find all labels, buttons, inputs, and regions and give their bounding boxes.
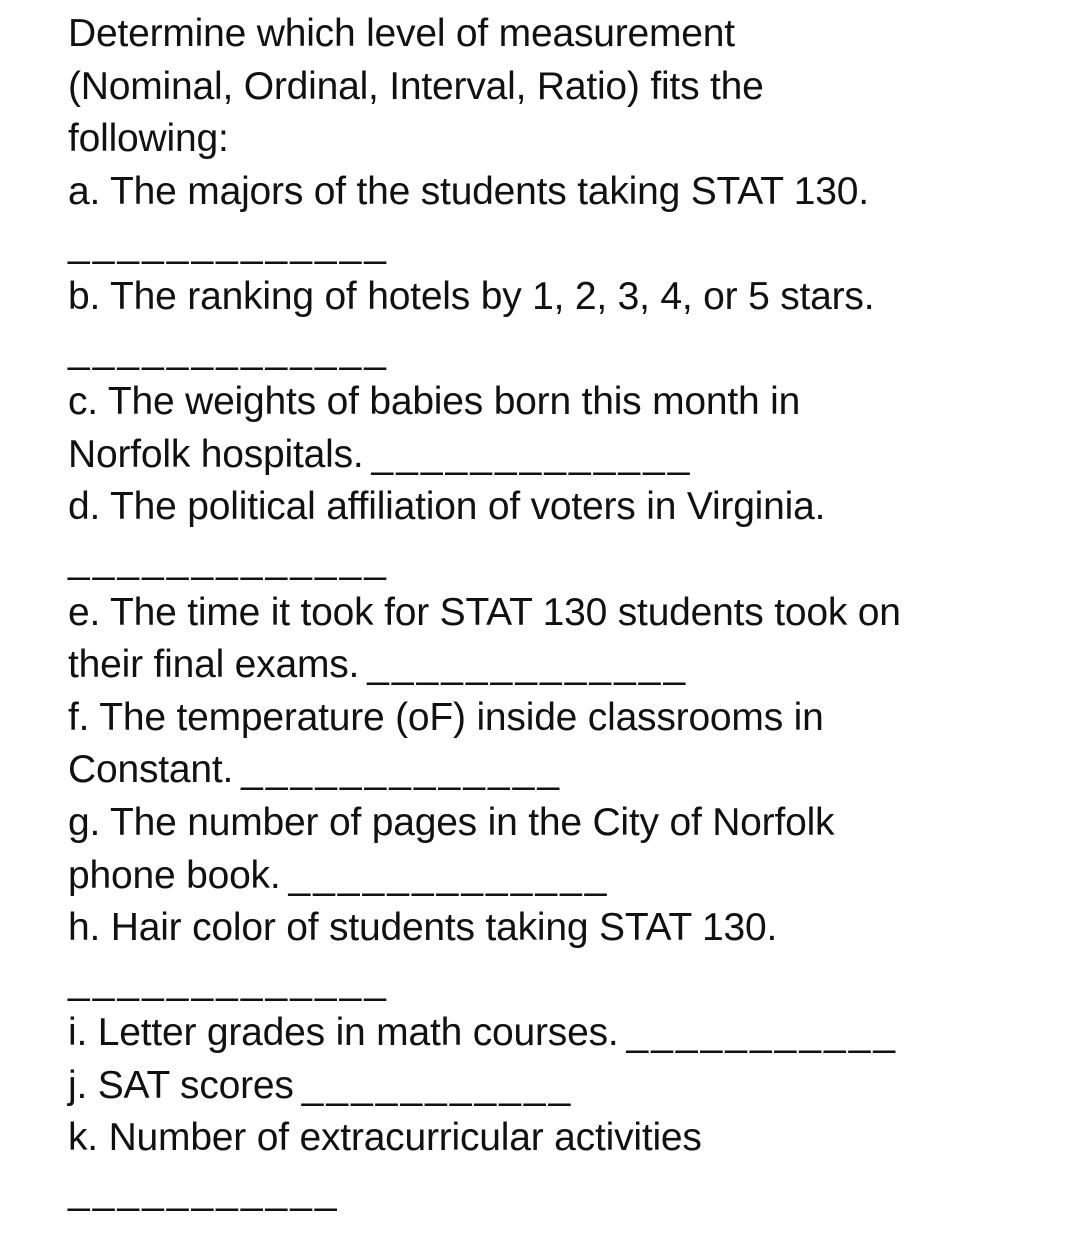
item-f-line-2 [68, 744, 1058, 797]
answer-blank[interactable]: ___________ [68, 1169, 340, 1213]
answer-blank[interactable]: ___________ [626, 1011, 899, 1055]
answer-blank[interactable]: _____________ [68, 537, 389, 581]
answer-blank[interactable]: ___________ [301, 1063, 574, 1107]
item-b-answer-blank[interactable] [68, 324, 1058, 377]
worksheet [68, 8, 1058, 1218]
item-j-text: j. SAT scores [68, 1063, 294, 1107]
item-j [68, 1060, 1058, 1113]
answer-blank[interactable]: _____________ [68, 958, 389, 1002]
item-c-text: Norfolk hospitals. [68, 432, 364, 476]
intro-line-3: following: [68, 117, 229, 161]
item-f-line-1: f. The temperature (oF) inside classrooms in [68, 695, 824, 739]
item-d-answer-blank[interactable] [68, 534, 1058, 587]
intro-line-1: Determine which level of measurement [68, 12, 735, 55]
item-h: h. Hair color of students taking STAT 130. [68, 906, 778, 950]
item-i [68, 1007, 1058, 1060]
item-g-line-1: g. The number of pages in the City of Norfolk [68, 800, 835, 844]
item-i-text: i. Letter grades in math courses. [68, 1011, 619, 1055]
answer-blank[interactable]: _____________ [241, 748, 563, 792]
item-k-answer-blank[interactable] [68, 1165, 1058, 1218]
answer-blank[interactable]: _____________ [288, 853, 610, 897]
item-e-line-2 [68, 639, 1058, 692]
item-f-text: Constant. [68, 748, 234, 792]
item-g-line-2 [68, 850, 1058, 903]
item-e-text: their final exams. [68, 643, 360, 687]
item-c-line-2 [68, 429, 1058, 482]
item-a-answer-blank[interactable] [68, 218, 1058, 271]
answer-blank[interactable]: _____________ [68, 222, 389, 266]
item-d: d. The political affiliation of voters in Virginia. [68, 485, 826, 529]
item-e-line-1: e. The time it took for STAT 130 students took on [68, 590, 901, 634]
answer-blank[interactable]: _____________ [367, 643, 689, 687]
item-h-answer-blank[interactable] [68, 955, 1058, 1008]
item-a: a. The majors of the students taking STAT 130. [68, 169, 869, 213]
item-k: k. Number of extracurricular activities [68, 1116, 702, 1160]
item-b: b. The ranking of hotels by 1, 2, 3, 4, or 5 stars. [68, 274, 875, 318]
item-c-line-1: c. The weights of babies born this month in [68, 380, 801, 424]
intro-line-2: (Nominal, Ordinal, Interval, Ratio) fits the [68, 64, 764, 108]
item-g-text: phone book. [68, 853, 281, 897]
answer-blank[interactable]: _____________ [68, 327, 389, 371]
answer-blank[interactable]: _____________ [371, 432, 693, 476]
